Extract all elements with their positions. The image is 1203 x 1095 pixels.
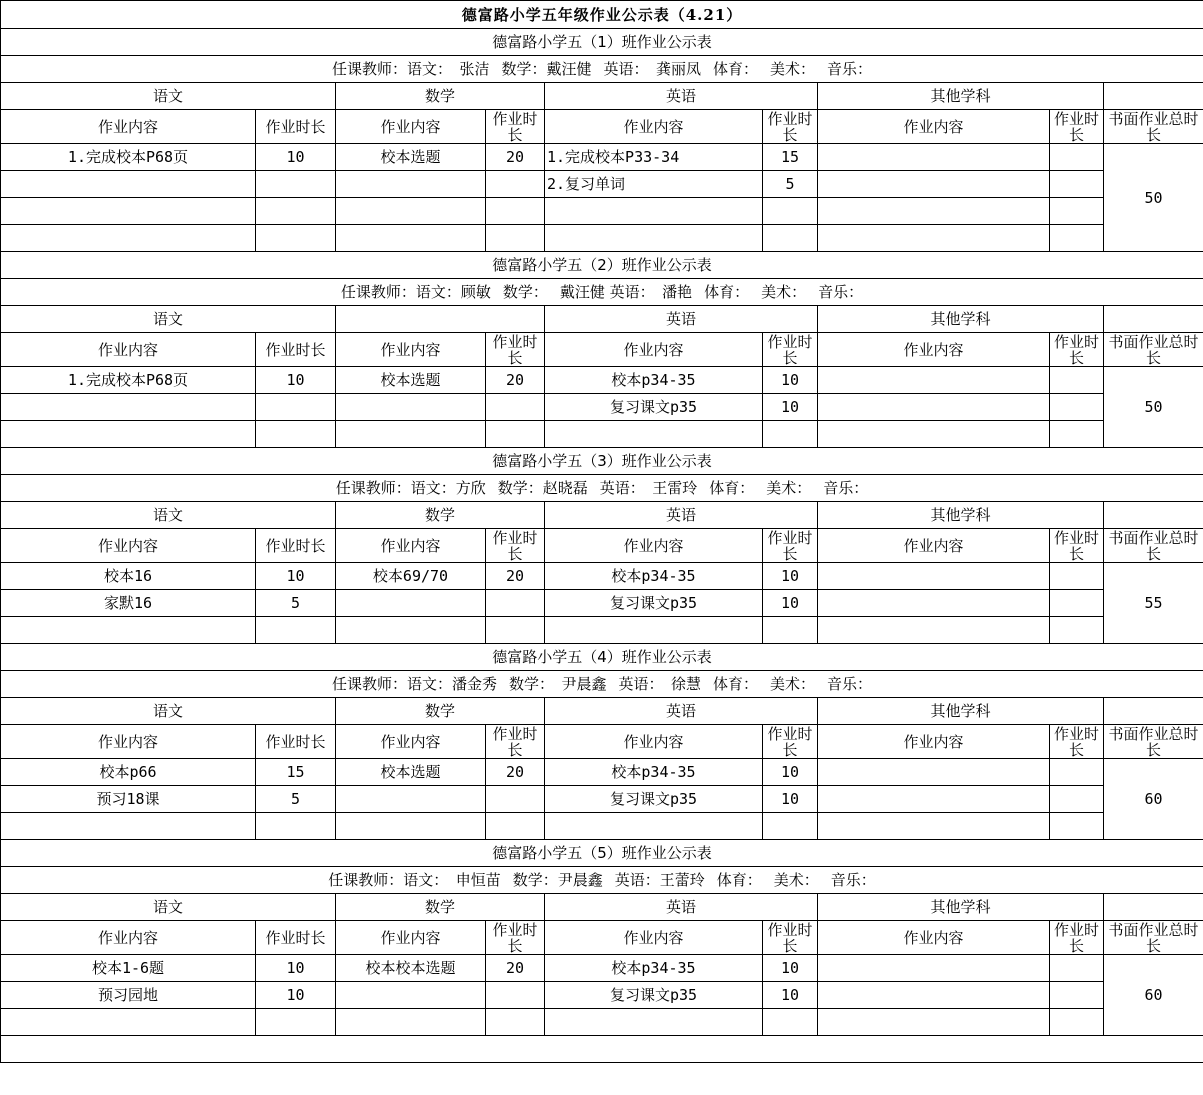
subject-english: 英语 [545, 894, 818, 921]
col-duration: 作业时长 [763, 725, 818, 759]
col-duration: 作业时长 [486, 110, 545, 144]
other-content [818, 144, 1050, 171]
chinese-content: 1.完成校本P68页 [1, 367, 256, 394]
english-duration: 10 [763, 367, 818, 394]
col-duration: 作业时长 [763, 921, 818, 955]
other-duration [1050, 813, 1104, 840]
other-content [818, 759, 1050, 786]
subject-blank [1104, 502, 1203, 529]
math-duration [486, 394, 545, 421]
english-content: 复习课文p35 [545, 394, 763, 421]
teacher-entry: 任课教师：语文： 申恒苗 [328, 871, 501, 889]
total-duration: 50 [1104, 367, 1203, 448]
other-duration [1050, 144, 1104, 171]
math-content [336, 590, 486, 617]
teacher-list [1, 867, 1203, 894]
col-duration: 作业时长 [1050, 333, 1104, 367]
math-duration [486, 171, 545, 198]
english-content [545, 198, 763, 225]
other-content [818, 590, 1050, 617]
chinese-content [1, 394, 256, 421]
subject-chinese: 语文 [1, 83, 336, 110]
chinese-duration [256, 1009, 336, 1036]
math-duration [486, 225, 545, 252]
chinese-duration: 10 [256, 563, 336, 590]
col-total: 书面作业总时长 [1104, 333, 1203, 367]
col-content: 作业内容 [545, 725, 763, 759]
english-duration: 10 [763, 759, 818, 786]
col-content: 作业内容 [818, 725, 1050, 759]
col-content: 作业内容 [336, 529, 486, 563]
other-content [818, 955, 1050, 982]
math-content: 校本选题 [336, 367, 486, 394]
col-content: 作业内容 [336, 725, 486, 759]
english-duration: 10 [763, 394, 818, 421]
teacher-entry: 数学： 尹晨鑫 [508, 675, 607, 693]
teacher-entry: 音乐： [827, 675, 873, 693]
math-content: 校本选题 [336, 759, 486, 786]
subject-english: 英语 [545, 83, 818, 110]
other-content [818, 813, 1050, 840]
subject-chinese: 语文 [1, 502, 336, 529]
subject-chinese: 语文 [1, 698, 336, 725]
subject-blank [1104, 83, 1203, 110]
english-duration: 10 [763, 590, 818, 617]
english-content [545, 225, 763, 252]
other-duration [1050, 1009, 1104, 1036]
english-duration: 15 [763, 144, 818, 171]
chinese-duration: 10 [256, 982, 336, 1009]
subject-math: 数学 [336, 502, 545, 529]
chinese-content: 校本16 [1, 563, 256, 590]
class-heading: 德富路小学五（4）班作业公示表 [1, 644, 1203, 671]
math-duration: 20 [486, 144, 545, 171]
col-content: 作业内容 [545, 110, 763, 144]
col-duration: 作业时长 [763, 529, 818, 563]
english-content: 2.复习单词 [545, 171, 763, 198]
english-duration [763, 198, 818, 225]
subject-other: 其他学科 [818, 306, 1104, 333]
other-duration [1050, 225, 1104, 252]
other-duration [1050, 955, 1104, 982]
english-content: 1.完成校本P33-34 [545, 144, 763, 171]
col-duration: 作业时长 [486, 333, 545, 367]
teacher-entry: 英语：王蕾玲 [614, 871, 705, 889]
subject-math: 数学 [336, 894, 545, 921]
math-duration: 20 [486, 563, 545, 590]
subject-other: 其他学科 [818, 83, 1104, 110]
english-content [545, 421, 763, 448]
other-content [818, 563, 1050, 590]
subject-other: 其他学科 [818, 502, 1104, 529]
english-duration [763, 617, 818, 644]
col-duration: 作业时长 [256, 110, 336, 144]
teacher-entry: 数学：戴汪健 [501, 60, 592, 78]
math-content [336, 617, 486, 644]
english-content [545, 1009, 763, 1036]
col-content: 作业内容 [1, 725, 256, 759]
teacher-entry: 英语： 王雷玲 [599, 479, 698, 497]
english-duration: 5 [763, 171, 818, 198]
other-duration [1050, 590, 1104, 617]
col-total: 书面作业总时长 [1104, 725, 1203, 759]
col-content: 作业内容 [1, 333, 256, 367]
teacher-entry: 音乐： [827, 60, 873, 78]
chinese-content: 1.完成校本P68页 [1, 144, 256, 171]
other-content [818, 421, 1050, 448]
math-content [336, 813, 486, 840]
english-content [545, 617, 763, 644]
english-duration: 10 [763, 982, 818, 1009]
col-duration: 作业时长 [486, 921, 545, 955]
col-content: 作业内容 [336, 333, 486, 367]
math-duration [486, 982, 545, 1009]
chinese-content: 预习园地 [1, 982, 256, 1009]
col-duration: 作业时长 [486, 529, 545, 563]
other-content [818, 617, 1050, 644]
subject-blank [1104, 894, 1203, 921]
subject-math: 数学 [336, 698, 545, 725]
chinese-duration [256, 813, 336, 840]
teacher-entry: 音乐： [830, 871, 876, 889]
chinese-duration [256, 394, 336, 421]
english-duration [763, 1009, 818, 1036]
chinese-duration: 10 [256, 144, 336, 171]
teacher-entry: 美术： [766, 479, 812, 497]
subject-math: 数学 [336, 83, 545, 110]
math-duration [486, 1009, 545, 1036]
math-duration [486, 813, 545, 840]
subject-english: 英语 [545, 698, 818, 725]
chinese-duration: 5 [256, 590, 336, 617]
col-duration: 作业时长 [256, 921, 336, 955]
class-heading: 德富路小学五（3）班作业公示表 [1, 448, 1203, 475]
math-content: 校本校本选题 [336, 955, 486, 982]
chinese-content [1, 1009, 256, 1036]
other-duration [1050, 759, 1104, 786]
teacher-entry: 英语： 龚丽凤 [603, 60, 701, 78]
class-heading: 德富路小学五（1）班作业公示表 [1, 29, 1203, 56]
chinese-duration [256, 617, 336, 644]
total-duration: 55 [1104, 563, 1203, 644]
other-content [818, 982, 1050, 1009]
chinese-content: 校本1-6题 [1, 955, 256, 982]
math-content: 校本选题 [336, 144, 486, 171]
english-content: 复习课文p35 [545, 786, 763, 813]
subject-math [336, 306, 545, 333]
teacher-entry: 音乐： [818, 283, 864, 301]
english-content [545, 813, 763, 840]
math-content [336, 421, 486, 448]
chinese-content: 预习18课 [1, 786, 256, 813]
other-content [818, 786, 1050, 813]
math-duration [486, 617, 545, 644]
col-duration: 作业时长 [486, 725, 545, 759]
english-duration [763, 813, 818, 840]
teacher-entry: 数学：赵晓磊 [497, 479, 588, 497]
col-duration: 作业时长 [1050, 110, 1104, 144]
other-content [818, 198, 1050, 225]
math-duration: 20 [486, 955, 545, 982]
class-heading: 德富路小学五（5）班作业公示表 [1, 840, 1203, 867]
teacher-entry: 音乐： [823, 479, 869, 497]
other-duration [1050, 394, 1104, 421]
math-duration: 20 [486, 759, 545, 786]
chinese-content: 家默16 [1, 590, 256, 617]
chinese-duration [256, 421, 336, 448]
col-content: 作业内容 [336, 921, 486, 955]
chinese-content [1, 198, 256, 225]
teacher-entry: 任课教师：语文：顾敏 [340, 283, 491, 301]
col-duration: 作业时长 [256, 725, 336, 759]
chinese-content: 校本p66 [1, 759, 256, 786]
english-duration [763, 421, 818, 448]
teacher-entry: 戴汪健 英语： 潘艳 [559, 283, 693, 301]
chinese-duration [256, 171, 336, 198]
other-content [818, 394, 1050, 421]
other-duration [1050, 617, 1104, 644]
english-content: 校本p34-35 [545, 759, 763, 786]
math-content [336, 1009, 486, 1036]
col-total: 书面作业总时长 [1104, 921, 1203, 955]
teacher-entry: 美术： [770, 675, 816, 693]
other-duration [1050, 563, 1104, 590]
other-duration [1050, 786, 1104, 813]
total-duration: 60 [1104, 955, 1203, 1036]
total-duration: 60 [1104, 759, 1203, 840]
col-content: 作业内容 [818, 110, 1050, 144]
other-content [818, 367, 1050, 394]
col-duration: 作业时长 [1050, 921, 1104, 955]
empty-row [1, 1036, 1203, 1063]
english-content: 校本p34-35 [545, 955, 763, 982]
math-content [336, 982, 486, 1009]
chinese-content [1, 171, 256, 198]
chinese-duration: 15 [256, 759, 336, 786]
col-content: 作业内容 [1, 921, 256, 955]
teacher-entry: 体育： [713, 675, 759, 693]
col-content: 作业内容 [818, 921, 1050, 955]
math-duration [486, 786, 545, 813]
math-content [336, 394, 486, 421]
teacher-entry: 体育： [713, 60, 759, 78]
teacher-entry: 美术： [773, 871, 819, 889]
teacher-entry: 体育： [704, 283, 750, 301]
col-content: 作业内容 [1, 529, 256, 563]
col-duration: 作业时长 [256, 333, 336, 367]
other-duration [1050, 367, 1104, 394]
math-duration: 20 [486, 367, 545, 394]
sheet-title: 德富路小学五年级作业公示表（4.21） [1, 1, 1203, 29]
teacher-entry: 任课教师：语文： 张洁 [331, 60, 490, 78]
class-heading: 德富路小学五（2）班作业公示表 [1, 252, 1203, 279]
col-duration: 作业时长 [1050, 725, 1104, 759]
math-duration [486, 421, 545, 448]
col-total: 书面作业总时长 [1104, 110, 1203, 144]
teacher-list [1, 56, 1203, 83]
chinese-content [1, 421, 256, 448]
subject-chinese: 语文 [1, 894, 336, 921]
chinese-content [1, 813, 256, 840]
other-content [818, 1009, 1050, 1036]
other-duration [1050, 171, 1104, 198]
math-content [336, 198, 486, 225]
chinese-content [1, 617, 256, 644]
english-content: 复习课文p35 [545, 590, 763, 617]
english-content: 校本p34-35 [545, 367, 763, 394]
teacher-entry: 英语： 徐慧 [618, 675, 701, 693]
col-content: 作业内容 [545, 529, 763, 563]
chinese-duration: 5 [256, 786, 336, 813]
col-duration: 作业时长 [763, 110, 818, 144]
chinese-duration [256, 225, 336, 252]
subject-chinese: 语文 [1, 306, 336, 333]
col-duration: 作业时长 [1050, 529, 1104, 563]
teacher-list [1, 279, 1203, 306]
col-content: 作业内容 [1, 110, 256, 144]
col-content: 作业内容 [336, 110, 486, 144]
chinese-content [1, 225, 256, 252]
teacher-entry: 美术： [761, 283, 807, 301]
english-duration: 10 [763, 786, 818, 813]
teacher-list [1, 475, 1203, 502]
teacher-entry: 任课教师：语文：潘金秀 [331, 675, 497, 693]
math-duration [486, 590, 545, 617]
chinese-duration: 10 [256, 955, 336, 982]
english-content: 校本p34-35 [545, 563, 763, 590]
col-duration: 作业时长 [256, 529, 336, 563]
math-content [336, 225, 486, 252]
other-duration [1050, 421, 1104, 448]
chinese-duration [256, 198, 336, 225]
col-duration: 作业时长 [763, 333, 818, 367]
teacher-entry: 数学： [502, 283, 548, 301]
chinese-duration: 10 [256, 367, 336, 394]
math-content: 校本69/70 [336, 563, 486, 590]
teacher-entry: 美术： [770, 60, 816, 78]
teacher-entry: 体育： [716, 871, 762, 889]
col-content: 作业内容 [818, 333, 1050, 367]
subject-blank [1104, 698, 1203, 725]
col-content: 作业内容 [818, 529, 1050, 563]
math-content [336, 786, 486, 813]
teacher-entry: 任课教师：语文：方欣 [335, 479, 486, 497]
subject-blank [1104, 306, 1203, 333]
subject-other: 其他学科 [818, 698, 1104, 725]
teacher-entry: 数学：尹晨鑫 [512, 871, 603, 889]
english-duration: 10 [763, 955, 818, 982]
subject-english: 英语 [545, 306, 818, 333]
other-content [818, 225, 1050, 252]
english-duration [763, 225, 818, 252]
english-duration: 10 [763, 563, 818, 590]
col-content: 作业内容 [545, 921, 763, 955]
other-duration [1050, 982, 1104, 1009]
teacher-list [1, 671, 1203, 698]
teacher-entry: 体育： [709, 479, 755, 497]
total-duration: 50 [1104, 144, 1203, 252]
math-content [336, 171, 486, 198]
other-duration [1050, 198, 1104, 225]
subject-other: 其他学科 [818, 894, 1104, 921]
math-duration [486, 198, 545, 225]
col-content: 作业内容 [545, 333, 763, 367]
col-total: 书面作业总时长 [1104, 529, 1203, 563]
subject-english: 英语 [545, 502, 818, 529]
english-content: 复习课文p35 [545, 982, 763, 1009]
other-content [818, 171, 1050, 198]
